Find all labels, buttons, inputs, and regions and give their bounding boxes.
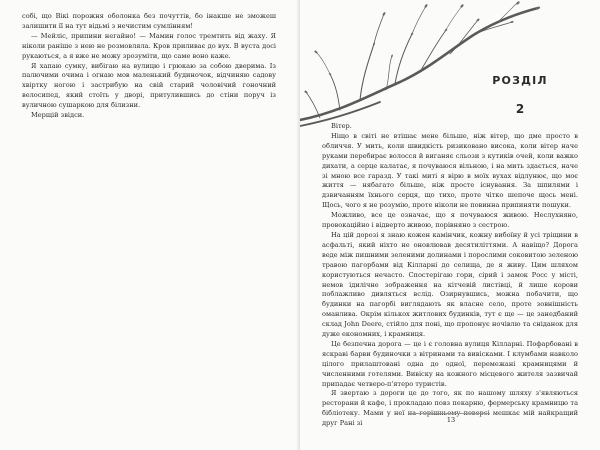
right-paragraph-1: Вітер.	[331, 122, 352, 130]
right-paragraph-6: Я звертаю з дороги це до того, як по нашому шляху з'являються ресторани й кафе, і прокладаю повз пекарню, фермерську крамницю та бібліотеку. Мами у неї на горішньому поверсі мешкає мій найкращий друг Рані зі	[322, 389, 578, 428]
chapter-number: 2	[515, 102, 525, 116]
left-paragraph-2: — Мейліс, припини негайно! — Мамин голос тремтить від жаху. Я ніколи раніше з нею не розмовляла. Кров приливає до вух. В вуста досі рукаються, а я вже не можу зрозуміти, що саме воно каже.	[22, 31, 276, 60]
left-page-text	[22, 12, 276, 121]
left-paragraph-4: Мерщій звідси.	[31, 111, 85, 120]
right-paragraph-2: Ніщо в світі не втішає мене більше, ніж вітер, що дме просто в обличчя. У мить, коли швидкість ризиковано висока, коли вітер наче руками перебирає волосся й виганяє сльози з кутиків очей, коли важко дихати, а серце калатає, я почуваюся вільною, і на мить здається, наче зі мною все гаразд. У такі миті я вірю в моїх вухах відлунює, що моє життя — нябагато більше, ніж просте існування. За шпилями і дзвичанням їхнього серця, що тихо, проте чітко шепоче щось мені. Щось, чого я не розумію, проте ніколи не повинна припиняти пошуки.	[322, 131, 578, 210]
right-paragraph-5: Це безпечна дорога — це і є головна вулиця Кілларні. Пофарбовані в яскраві барви будиночки з вітринами та вивісками. І клумбами навколо цілого прилаштовані одна до одної, перемежані крамницями й численними готелями. Вивіску на кожного місцевого жителя зазвичай припадає четверо-п'ятеро туристів.	[322, 339, 578, 388]
left-paragraph-3: Я хапаю сумку, вибігаю на вулицю і грюкаю за собою дверима. Із палючими очима і огнаю мов маленький будиночок, відчиняю садову хвіртку ногою і застрибую на свій старий чоловічий гоночний велосипед, який стоїть у дворі, притулившись до стіни поруч із вуличною сушаркою для білизни.	[22, 61, 276, 110]
chapter-heading: РОЗДІЛ	[492, 74, 548, 87]
right-paragraph-4: На цій дорозі я знаю кожен камінчик, кожну вибоїну й усі тріщини в асфальті, який ніхто не оновлював десятиліттями. А навіщо? Дорога веде між пишними зеленими долинами і порослими соковитою зеленою травою пагорбами від Кілларні до селища, де я живу. Цим шляхом користуються нечасто. Спостерігаю гори, сірий і замок Росс у місті, немов ідилічне зображення на кітчевій листівці, й лише корови поблажливо дивляться вслід. Озирнувшись, можна побачити, що будинки на пагорбі виглядають як власне село, проте зовнішність оманлива. Окрім кількох житлових будинків, тут є ще — це занедбаний склад John Deere, стійло для поні, що пропонує ночівлю та сніданок для дуже економних, і крамниця.	[322, 230, 578, 339]
right-page	[300, 0, 600, 450]
right-page-text	[322, 122, 578, 429]
right-paragraph-3: Можливо, все це означає, що я почуваюся живою. Неслухняно, провокаційно і відверто живою, порівняно з сестрою.	[322, 211, 578, 230]
page-number-rule	[410, 413, 490, 414]
page-number: 13	[446, 416, 456, 424]
left-paragraph-1: собі, що Вікі порожня оболонка без почуттів, бо інакше не зможеш залишити її на тут відьмі з нечистим сумлінням!	[22, 12, 276, 30]
